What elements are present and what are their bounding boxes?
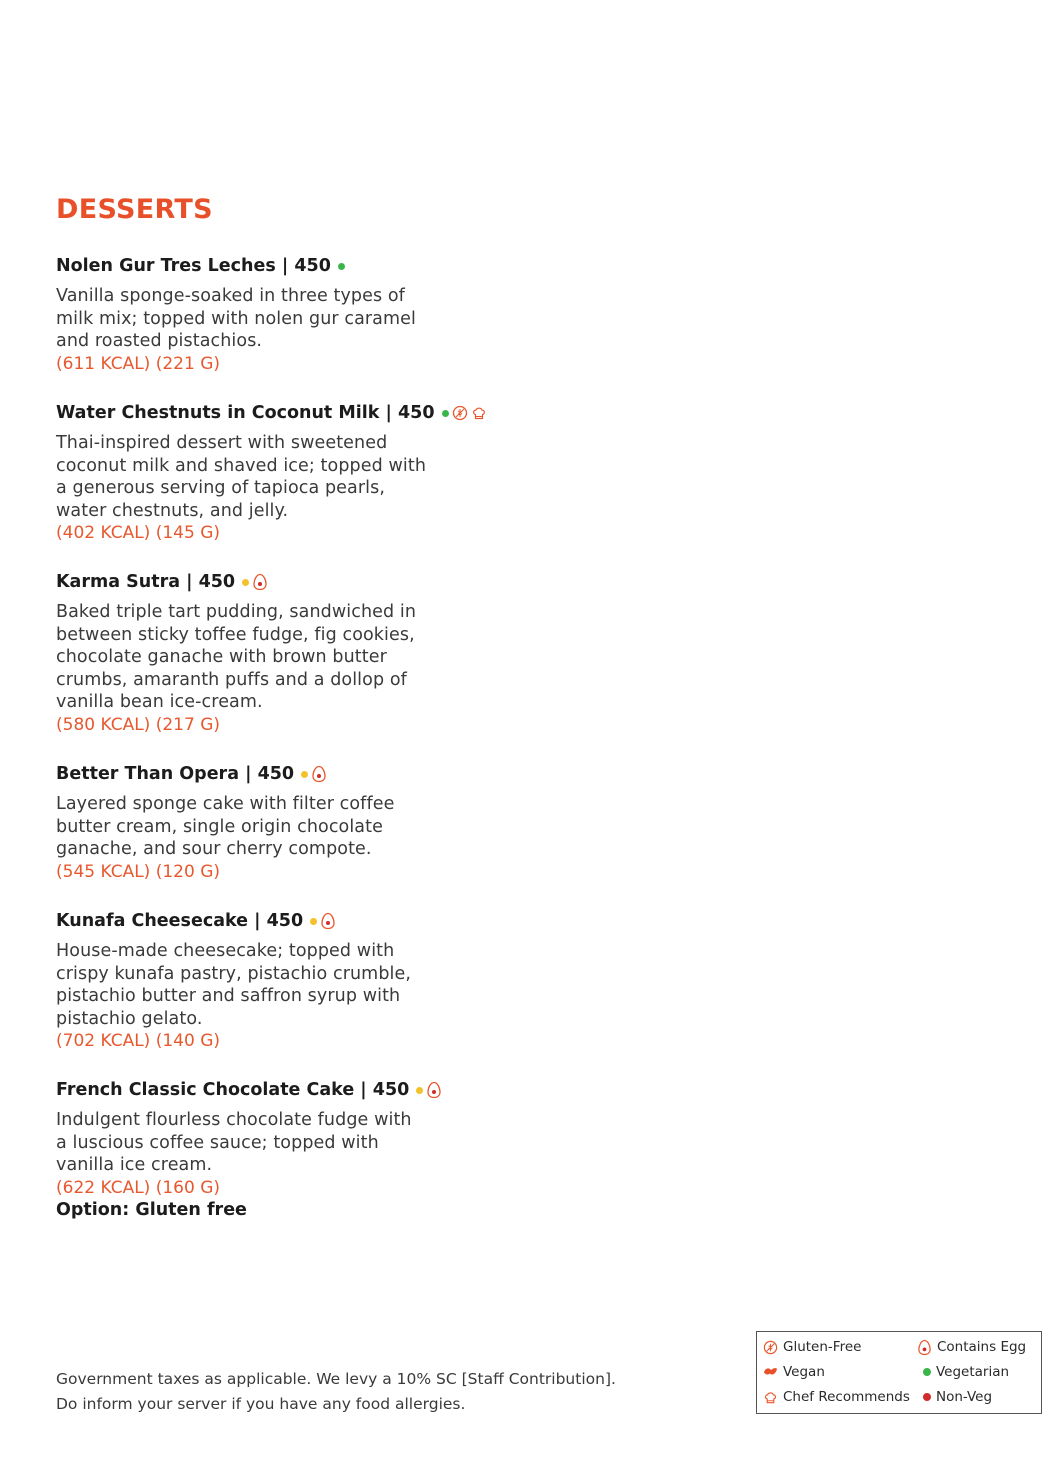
vegetarian-dot-icon (923, 1368, 931, 1376)
legend-gluten-free (763, 1337, 861, 1357)
egg-dot-icon (301, 771, 308, 778)
item-nutrition: (611 KCAL) (221 G) (56, 353, 220, 374)
contains-egg-icon (311, 765, 327, 783)
gluten-free-icon (763, 1340, 778, 1355)
contains-egg-icon (426, 1081, 442, 1099)
legend-label: Vegetarian (936, 1364, 1010, 1380)
egg-dot-icon (310, 918, 317, 925)
vegan-leaf-icon (763, 1366, 778, 1379)
egg-dot-icon (416, 1087, 423, 1094)
item-option: Option: Gluten free (56, 1200, 247, 1220)
legend-label: Gluten-Free (783, 1339, 862, 1355)
legend-label: Non-Veg (936, 1389, 993, 1405)
contains-egg-icon (917, 1339, 932, 1356)
legend-vegan (763, 1362, 825, 1382)
item-description: House-made cheesecake; topped with crispy kunafa pastry, pistachio crumble, pistachio butter and saffron syrup with pistachio gelato. (56, 941, 412, 1029)
item-description: Vanilla sponge-soaked in three types of milk mix; topped with nolen gur caramel and roasted pistachios. (56, 286, 416, 351)
vegetarian-dot-icon (442, 410, 449, 417)
item-title: French Classic Chocolate Cake | 450 (56, 1080, 410, 1100)
legend-non-veg (923, 1387, 992, 1407)
item-title: Nolen Gur Tres Leches | 450 (56, 256, 331, 276)
item-nutrition: (545 KCAL) (120 G) (56, 861, 220, 882)
menu-item (56, 1078, 496, 1222)
section-title: DESSERTS (56, 194, 213, 225)
item-title-row (56, 762, 496, 786)
footer-line: Do inform your server if you have any food allergies. (56, 1395, 466, 1413)
item-title: Kunafa Cheesecake | 450 (56, 911, 304, 931)
legend-chef-recommends (763, 1387, 910, 1407)
item-title: Better Than Opera | 450 (56, 764, 295, 784)
legend-label: Chef Recommends (783, 1389, 910, 1405)
legend-label: Contains Egg (937, 1339, 1027, 1355)
item-title-row (56, 570, 496, 594)
item-title-row (56, 909, 496, 933)
item-title-row (56, 254, 496, 278)
menu-item (56, 570, 496, 736)
item-description: Thai-inspired dessert with sweetened coconut milk and shaved ice; topped with a generous serving of tapioca pearls, water chestnuts, and jelly. (56, 433, 427, 521)
contains-egg-icon (252, 573, 268, 591)
item-title-row (56, 401, 496, 425)
contains-egg-icon (320, 912, 336, 930)
menu-item (56, 254, 496, 375)
item-description: Baked triple tart pudding, sandwiched in between sticky toffee fudge, fig cookies, chocolate ganache with brown butter crumbs, amaranth puffs and a dollop of vanilla bean ice-cream. (56, 602, 417, 712)
chef-recommends-icon (471, 405, 487, 421)
footer-note (56, 1367, 696, 1417)
item-title: Karma Sutra | 450 (56, 572, 236, 592)
menu-item (56, 401, 496, 545)
item-nutrition: (702 KCAL) (140 G) (56, 1031, 220, 1051)
item-title-row (56, 1078, 496, 1102)
item-nutrition: (402 KCAL) (145 G) (56, 523, 220, 543)
item-nutrition: (580 KCAL) (217 G) (56, 714, 220, 735)
chef-recommends-icon (763, 1390, 778, 1405)
item-description: Layered sponge cake with filter coffee butter cream, single origin chocolate ganache, and sour cherry compote. (56, 794, 395, 859)
gluten-free-icon (452, 405, 468, 421)
item-title: Water Chestnuts in Coconut Milk | 450 (56, 403, 435, 423)
non-veg-dot-icon (923, 1393, 931, 1401)
footer-line: Government taxes as applicable. We levy a 10% SC [Staff Contribution]. (56, 1370, 616, 1388)
legend-vegetarian (923, 1362, 1009, 1382)
egg-dot-icon (242, 579, 249, 586)
menu-item (56, 909, 496, 1053)
legend-label: Vegan (783, 1364, 825, 1380)
vegetarian-dot-icon (338, 263, 345, 270)
menu-item (56, 762, 496, 883)
item-nutrition: (622 KCAL) (160 G) (56, 1177, 220, 1198)
legend-contains-egg (917, 1337, 1026, 1357)
dietary-legend (756, 1331, 1042, 1414)
item-description: Indulgent flourless chocolate fudge with a luscious coffee sauce; topped with vanilla ice cream. (56, 1110, 412, 1175)
